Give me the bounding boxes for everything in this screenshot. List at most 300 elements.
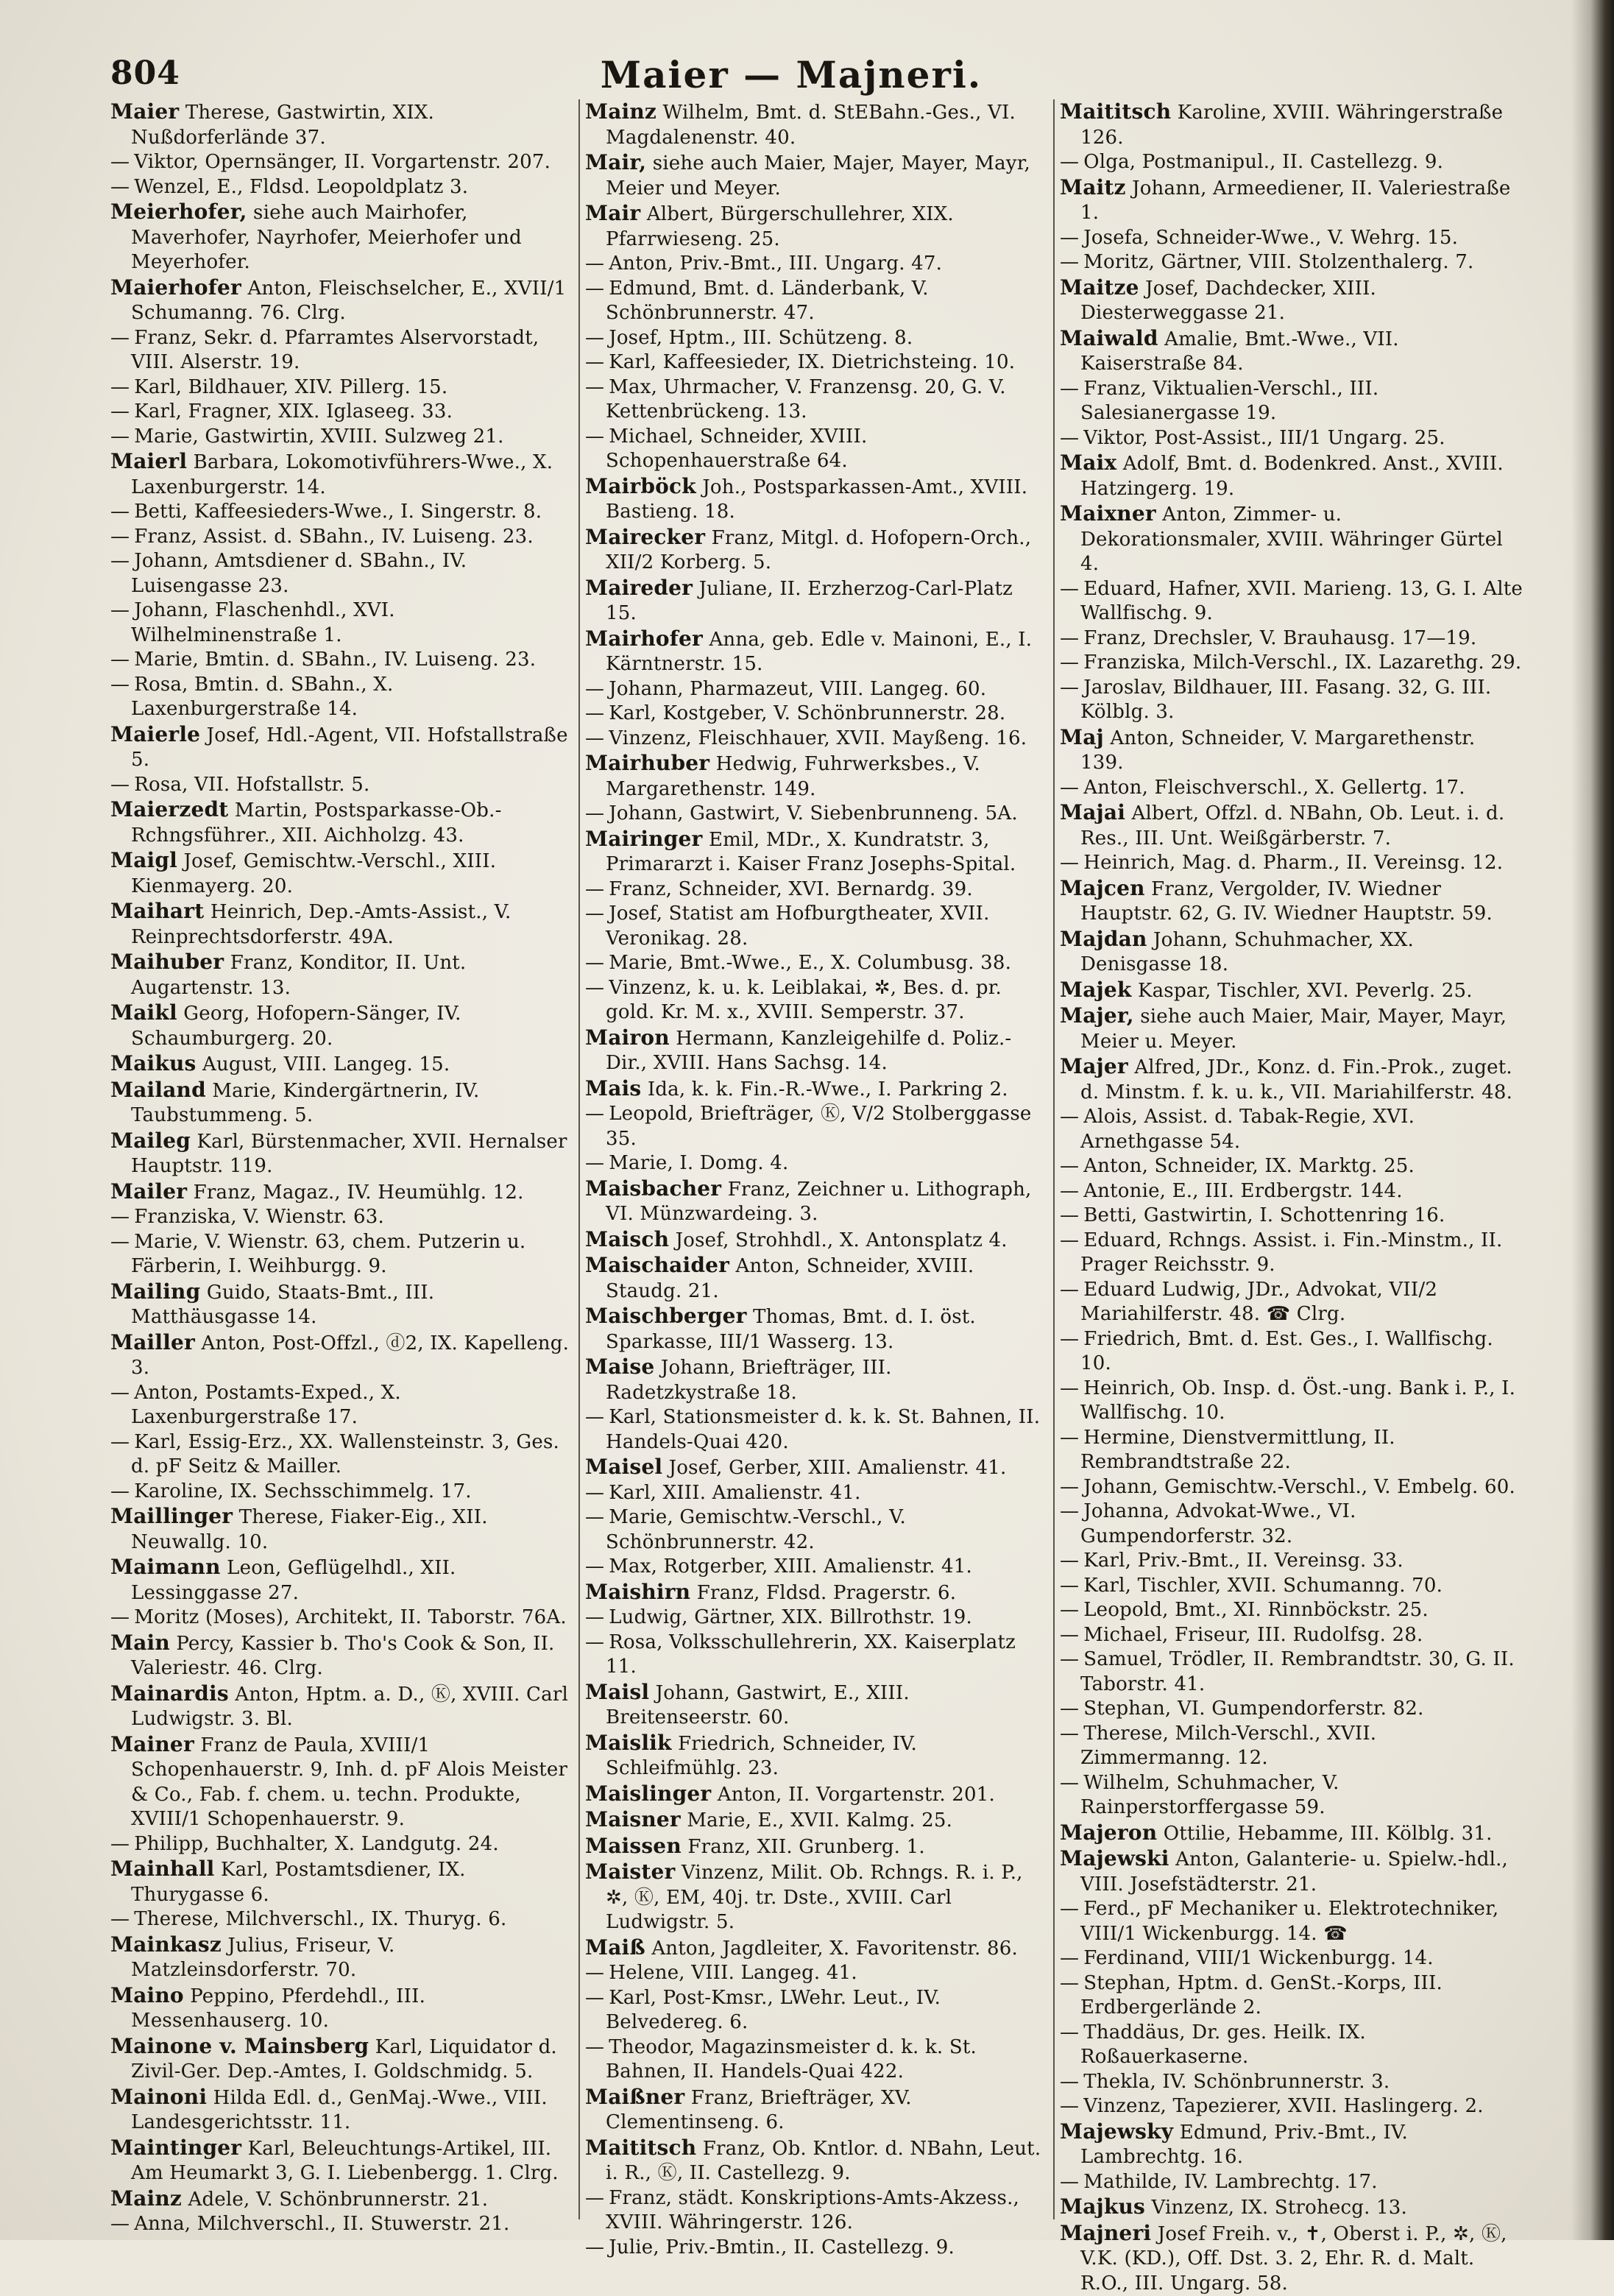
- directory-entry: [585, 1176, 1049, 1227]
- entry-details: Max, Uhrmacher, V. Franzensg. 20, G. V. Kettenbrückeng. 13.: [606, 376, 1006, 423]
- entry-details: Vinzenz, Milit. Ob. Rchngs. R. i. P., ✲, Ⓚ, EM, 40j. tr. Dste., XVIII. Carl Ludwigstr. 5.: [606, 1862, 1023, 1933]
- directory-subentry: [1060, 250, 1523, 275]
- entry-surname: Mainhall: [110, 1857, 215, 1881]
- directory-entry: [585, 1680, 1049, 1731]
- ditto-dash: —: [110, 327, 130, 349]
- directory-entry: [110, 2034, 574, 2085]
- entry-details: Albert, Bürgerschullehrer, XIX. Pfarrwieseng. 25.: [606, 203, 954, 250]
- entry-surname: Majneri: [1060, 2221, 1151, 2245]
- directory-entry: [110, 449, 574, 500]
- entry-surname: Maierhofer: [110, 275, 241, 300]
- entry-surname: Mainoni: [110, 2085, 207, 2109]
- entry-details: Anton, Fleischselcher, E., XVII/1 Schumanng. 76. Clrg.: [131, 278, 566, 325]
- entry-surname: Mailand: [110, 1078, 206, 1102]
- entry-details: Marie, Bmtin. d. SBahn., IV. Luiseng. 23.: [134, 649, 536, 671]
- directory-subentry: [1060, 676, 1523, 725]
- directory-subentry: [1060, 1327, 1523, 1377]
- entry-surname: Mair,: [585, 150, 646, 174]
- directory-subentry: [1060, 1647, 1523, 1697]
- entry-surname: Maix: [1060, 451, 1116, 475]
- directory-entry: [110, 99, 574, 150]
- directory-subentry: [110, 400, 574, 425]
- entry-details: Thekla, IV. Schönbrunnerstr. 3.: [1083, 2071, 1390, 2093]
- directory-subentry: [1060, 1574, 1523, 1599]
- entry-surname: Maiß: [585, 1935, 645, 1960]
- directory-subentry: [110, 326, 574, 375]
- directory-subentry: [110, 773, 574, 798]
- entry-details: Olga, Postmanipul., II. Castellezg. 9.: [1083, 151, 1443, 173]
- directory-subentry: [585, 1986, 1049, 2035]
- entry-surname: Mainone v. Mainsberg: [110, 2034, 369, 2058]
- entry-details: Anton, Schneider, V. Margarethenstr. 139.: [1080, 727, 1475, 774]
- directory-subentry: [585, 350, 1049, 375]
- column-1: [110, 99, 574, 2227]
- entry-details: Julius, Friseur, V. Matzleinsdorferstr. 70.: [131, 1935, 395, 1982]
- entry-details: Amalie, Bmt.-Wwe., VII. Kaiserstraße 84.: [1080, 328, 1399, 375]
- entry-details: Johanna, Advokat-Wwe., VI. Gumpendorferstr. 32.: [1080, 1500, 1356, 1547]
- entry-surname: Maihart: [110, 899, 204, 923]
- entry-surname: Maikl: [110, 1000, 177, 1025]
- ditto-dash: —: [110, 599, 130, 621]
- entry-details: Karl, Fragner, XIX. Iglaseeg. 33.: [134, 400, 453, 423]
- entry-details: Leopold, Bmt., XI. Rinnböckstr. 25.: [1083, 1599, 1429, 1621]
- entry-surname: Maissen: [585, 1834, 682, 1858]
- entry-surname: Mairhuber: [585, 751, 709, 775]
- ditto-dash: —: [585, 425, 604, 448]
- entry-details: Ida, k. k. Fin.-R.-Wwe., I. Parkring 2.: [648, 1078, 1008, 1101]
- entry-details: Johann, Gemischtw.-Verschl., V. Embelg. 60.: [1083, 1476, 1515, 1498]
- entry-surname: Mailer: [110, 1179, 187, 1204]
- directory-entry: [110, 2186, 574, 2213]
- directory-subentry: [1060, 651, 1523, 676]
- directory-entry: [110, 1857, 574, 1907]
- directory-subentry: [585, 2186, 1049, 2236]
- entry-details: Karl, Post-Kmsr., LWehr. Leut., IV. Belvedereg. 6.: [606, 1987, 941, 2034]
- entry-surname: Mairinger: [585, 827, 702, 851]
- column-3: [1060, 99, 1523, 2227]
- entry-details: Karl, Beleuchtungs-Artikel, III. Am Heumarkt 3, G. I. Liebenbergg. 1. Clrg.: [131, 2138, 559, 2185]
- entry-surname: Maino: [110, 1983, 184, 2007]
- entry-surname: Maitz: [1060, 175, 1126, 199]
- entry-details: Vinzenz, k. u. k. Leiblakai, ✲, Bes. d. pr. gold. Kr. M. x., XVIII. Semperstr. 37.: [606, 977, 1002, 1024]
- entry-details: Rosa, Volksschullehrerin, XX. Kaiserplatz 11.: [606, 1631, 1016, 1678]
- directory-subentry: [585, 2236, 1049, 2261]
- directory-entry: [1060, 1003, 1523, 1054]
- ditto-dash: —: [1060, 1723, 1079, 1745]
- ditto-dash: —: [1060, 1947, 1079, 1969]
- entry-details: Viktor, Opernsänger, II. Vorgartenstr. 207.: [134, 151, 551, 173]
- entry-details: Karl, Tischler, XVII. Schumanng. 70.: [1083, 1575, 1443, 1597]
- ditto-dash: —: [585, 1406, 604, 1428]
- entry-surname: Maishirn: [585, 1580, 690, 1604]
- entry-surname: Maireder: [585, 576, 693, 600]
- entry-surname: Maititsch: [1060, 99, 1171, 124]
- entry-surname: Maillinger: [110, 1504, 233, 1528]
- directory-entry: [585, 827, 1049, 877]
- directory-entry: [110, 722, 574, 773]
- directory-subentry: [1060, 1697, 1523, 1722]
- directory-entry: [110, 199, 574, 275]
- ditto-dash: —: [1060, 1772, 1079, 1794]
- entry-details: Marie, Kindergärtnerin, IV. Taubstummeng. 5.: [131, 1080, 479, 1127]
- entry-surname: Mairböck: [585, 474, 696, 498]
- ditto-dash: —: [585, 1152, 604, 1174]
- directory-entry: [1060, 2119, 1523, 2170]
- entry-details: Anton, Priv.-Bmt., III. Ungarg. 47.: [609, 252, 942, 275]
- ditto-dash: —: [585, 327, 604, 349]
- entry-details: Josef Freih. v., ✝, Oberst i. P., ✲, Ⓚ, V.K. (KD.), Off. Dst. 3. 2, Ehr. R. d. Malt. R.O., III. Ungarg. 58.: [1080, 2223, 1507, 2295]
- directory-subentry: [585, 702, 1049, 727]
- entry-details: Vinzenz, Fleischhauer, XVII. Mayßeng. 16.: [609, 727, 1027, 749]
- directory-subentry: [110, 673, 574, 722]
- entry-surname: Maierzedt: [110, 797, 228, 822]
- directory-subentry: [585, 951, 1049, 976]
- entry-details: Ferdinand, VIII/1 Wickenburgg. 14.: [1083, 1947, 1434, 1969]
- entry-details: Mathilde, IV. Lambrechtg. 17.: [1083, 2171, 1378, 2193]
- directory-subentry: [585, 1606, 1049, 1631]
- entry-details: Karl, XIII. Amalienstr. 41.: [609, 1482, 860, 1504]
- ditto-dash: —: [1060, 1624, 1079, 1646]
- directory-entry: [585, 576, 1049, 626]
- entry-details: Samuel, Trödler, II. Rembrandtstr. 30, G. II. Taborstr. 41.: [1080, 1648, 1515, 1695]
- entry-surname: Maißner: [585, 2085, 684, 2109]
- entry-details: siehe auch Maier, Majer, Mayer, Mayr, Meier und Meyer.: [606, 152, 1030, 199]
- directory-entry: [110, 2136, 574, 2186]
- directory-entry: [585, 751, 1049, 802]
- entry-details: Wenzel, E., Fldsd. Leopoldplatz 3.: [134, 176, 468, 198]
- directory-entry: [1060, 2194, 1523, 2221]
- ditto-dash: —: [585, 678, 604, 700]
- column-2: [585, 99, 1049, 2227]
- entry-details: Marie, Gemischtw.-Verschl., V. Schönbrunnerstr. 42.: [606, 1506, 906, 1553]
- entry-details: Franz, Briefträger, XV. Clementinseng. 6.: [606, 2087, 912, 2134]
- entry-details: Anton, Fleischverschl., X. Gellertg. 17.: [1083, 777, 1465, 799]
- entry-surname: Maislinger: [585, 1781, 711, 1806]
- entry-details: Karl, Bürstenmacher, XVII. Hernalser Hauptstr. 119.: [131, 1131, 567, 1178]
- ditto-dash: —: [110, 176, 130, 198]
- entry-details: Karl, Priv.-Bmt., II. Vereinsg. 33.: [1083, 1550, 1404, 1572]
- entry-surname: Majcen: [1060, 876, 1145, 900]
- directory-subentry: [585, 1481, 1049, 1506]
- entry-surname: Mais: [585, 1076, 641, 1101]
- ditto-dash: —: [585, 1631, 604, 1653]
- directory-subentry: [585, 326, 1049, 351]
- directory-subentry: [110, 1832, 574, 1857]
- directory-subentry: [110, 175, 574, 200]
- ditto-dash: —: [110, 501, 130, 523]
- directory-subentry: [585, 375, 1049, 425]
- directory-subentry: [1060, 1377, 1523, 1426]
- entry-details: Leopold, Briefträger, Ⓚ, V/2 Stolberggasse 35.: [606, 1103, 1031, 1150]
- directory-subentry: [585, 802, 1049, 827]
- entry-details: Percy, Kassier b. Tho's Cook & Son, II. Valeriestr. 46. Clrg.: [131, 1633, 555, 1680]
- entry-details: Albert, Offzl. d. NBahn, Ob. Leut. i. d. Res., III. Unt. Weißgärberstr. 7.: [1080, 802, 1504, 849]
- ditto-dash: —: [1060, 1377, 1079, 1399]
- entry-details: Franz, Vergolder, IV. Wiedner Hauptstr. 62, G. IV. Wiedner Hauptstr. 59.: [1080, 878, 1493, 925]
- entry-details: Antonie, E., III. Erdbergstr. 144.: [1083, 1180, 1402, 1202]
- ditto-dash: —: [1060, 1648, 1079, 1670]
- entry-surname: Mairon: [585, 1025, 670, 1050]
- ditto-dash: —: [110, 1833, 130, 1855]
- entry-details: Franz, Viktualien-Verschl., III. Salesianergasse 19.: [1080, 378, 1378, 425]
- directory-subentry: [585, 976, 1049, 1025]
- directory-subentry: [110, 648, 574, 673]
- entry-details: Eduard, Rchngs. Assist. i. Fin.-Minstm., II. Prager Reichsstr. 9.: [1080, 1229, 1502, 1276]
- ditto-dash: —: [1060, 251, 1079, 273]
- entry-details: Johann, Briefträger, III. Radetzkystraße 18.: [606, 1357, 892, 1404]
- entry-details: Anton, Galanterie- u. Spielw.-hdl., VIII. Josefstädterstr. 21.: [1080, 1848, 1508, 1896]
- directory-entry: [110, 1279, 574, 1330]
- directory-subentry: [585, 1961, 1049, 1986]
- entry-details: siehe auch Maier, Mair, Mayer, Mayr, Meier u. Meyer.: [1080, 1006, 1507, 1053]
- entry-details: Thaddäus, Dr. ges. Heilk. IX. Roßauerkaserne.: [1080, 2021, 1366, 2069]
- directory-subentry: [1060, 1771, 1523, 1820]
- entry-details: Anton, Schneider, IX. Marktg. 25.: [1083, 1155, 1415, 1177]
- ditto-dash: —: [110, 649, 130, 671]
- directory-entry: [585, 1580, 1049, 1606]
- entry-details: Karoline, IX. Sechsschimmelg. 17.: [134, 1480, 472, 1502]
- ditto-dash: —: [585, 252, 604, 275]
- entry-details: Juliane, II. Erzherzog-Carl-Platz 15.: [606, 578, 1013, 625]
- ditto-dash: —: [585, 2036, 604, 2058]
- directory-subentry: [1060, 1179, 1523, 1204]
- directory-entry: [1060, 451, 1523, 501]
- page-title: Maier — Majneri.: [0, 53, 1582, 96]
- directory-entry: [585, 1935, 1049, 1962]
- directory-subentry: [110, 549, 574, 598]
- entry-surname: Maintinger: [110, 2136, 241, 2160]
- directory-subentry: [1060, 1549, 1523, 1574]
- directory-entry: [1060, 876, 1523, 927]
- ditto-dash: —: [1060, 1698, 1079, 1720]
- entry-details: Franz, Konditor, II. Unt. Augartenstr. 13.: [131, 952, 466, 999]
- directory-subentry: [1060, 1426, 1523, 1475]
- entry-surname: Maihuber: [110, 950, 224, 974]
- ditto-dash: —: [110, 1908, 130, 1930]
- directory-subentry: [585, 1631, 1049, 1680]
- entry-surname: Maileg: [110, 1128, 191, 1153]
- ditto-dash: —: [1060, 777, 1079, 799]
- entry-details: Franziska, Milch-Verschl., IX. Lazarethg. 29.: [1083, 651, 1521, 674]
- ditto-dash: —: [585, 351, 604, 373]
- entry-details: Johann, Gastwirt, V. Siebenbrunneng. 5A.: [609, 802, 1018, 824]
- ditto-dash: —: [1060, 427, 1079, 449]
- ditto-dash: —: [585, 1555, 604, 1578]
- ditto-dash: —: [585, 977, 604, 999]
- entry-details: Guido, Staats-Bmt., III. Matthäusgasse 14.: [131, 1282, 434, 1329]
- directory-subentry: [585, 1555, 1049, 1580]
- directory-entry: [110, 950, 574, 1000]
- directory-entry: [585, 1781, 1049, 1808]
- entry-details: Adolf, Bmt. d. Bodenkred. Anst., XVIII. Hatzingerg. 19.: [1080, 453, 1504, 500]
- entry-surname: Maitze: [1060, 275, 1139, 300]
- ditto-dash: —: [110, 1382, 130, 1404]
- entry-details: Johann, Amtsdiener d. SBahn., IV. Luisengasse 23.: [131, 550, 467, 597]
- entry-details: Friedrich, Schneider, IV. Schleifmühlg. 23.: [606, 1733, 917, 1780]
- entry-details: Karl, Kostgeber, V. Schönbrunnerstr. 28.: [609, 702, 1005, 724]
- ditto-dash: —: [1060, 1476, 1079, 1498]
- directory-entry: [1060, 725, 1523, 776]
- entry-details: Josef, Statist am Hofburgtheater, XVII. Veronikag. 28.: [606, 902, 990, 950]
- directory-entry: [1060, 800, 1523, 851]
- entry-surname: Mailler: [110, 1330, 195, 1354]
- ditto-dash: —: [1060, 1575, 1079, 1597]
- entry-details: Theodor, Magazinsmeister d. k. k. St. Bahnen, II. Handels-Quai 422.: [606, 2036, 977, 2083]
- ditto-dash: —: [1060, 1427, 1079, 1449]
- ditto-dash: —: [1060, 1155, 1079, 1177]
- entry-details: Moritz (Moses), Architekt, II. Taborstr. 76A.: [134, 1606, 567, 1628]
- directory-entry: [585, 99, 1049, 150]
- directory-subentry: [1060, 226, 1523, 251]
- directory-subentry: [1060, 1623, 1523, 1648]
- entry-details: Heinrich, Mag. d. Pharm., II. Vereinsg. 12.: [1083, 852, 1503, 874]
- ditto-dash: —: [1060, 151, 1079, 173]
- ditto-dash: —: [1060, 852, 1079, 874]
- directory-entry: [585, 1253, 1049, 1304]
- directory-entry: [110, 1932, 574, 1983]
- entry-surname: Maiwald: [1060, 326, 1158, 350]
- entry-details: Rosa, VII. Hofstallstr. 5.: [134, 774, 369, 796]
- directory-entry: [1060, 1054, 1523, 1105]
- entry-details: Emil, MDr., X. Kundratstr. 3, Primararzt i. Kaiser Franz Josephs-Spital.: [606, 829, 1016, 876]
- entry-details: Karl, Liquidator d. Zivil-Ger. Dep.-Amtes, I. Goldschmidg. 5.: [131, 2036, 557, 2083]
- ditto-dash: —: [1060, 1599, 1079, 1621]
- directory-subentry: [1060, 150, 1523, 175]
- ditto-dash: —: [1060, 2171, 1079, 2193]
- entry-details: Marie, Bmt.-Wwe., E., X. Columbusg. 38.: [609, 952, 1011, 974]
- entry-details: Anton, Jagdleiter, X. Favoritenstr. 86.: [651, 1938, 1018, 1960]
- directory-entry: [585, 1304, 1049, 1354]
- entry-details: Stephan, VI. Gumpendorferstr. 82.: [1083, 1698, 1423, 1720]
- entry-surname: Maikus: [110, 1051, 197, 1075]
- entry-details: Philipp, Buchhalter, X. Landgutg. 24.: [134, 1833, 499, 1855]
- directory-subentry: [585, 1505, 1049, 1555]
- directory-entry: [1060, 175, 1523, 226]
- column-divider: [578, 99, 580, 2219]
- directory-entry: [110, 1681, 574, 1732]
- directory-subentry: [1060, 1475, 1523, 1500]
- ditto-dash: —: [110, 526, 130, 548]
- ditto-dash: —: [110, 151, 130, 173]
- entry-details: Anton, II. Vorgartenstr. 201.: [718, 1784, 995, 1806]
- entry-details: Franz, Drechsler, V. Brauhausg. 17—19.: [1083, 627, 1476, 649]
- directory-entry: [1060, 99, 1523, 150]
- ditto-dash: —: [1060, 677, 1079, 699]
- ditto-dash: —: [585, 1103, 604, 1125]
- entry-details: Marie, I. Domg. 4.: [609, 1152, 788, 1174]
- entry-details: Betti, Kaffeesieders-Wwe., I. Singerstr. 8.: [134, 501, 542, 523]
- entry-details: Franz, Assist. d. SBahn., IV. Luiseng. 23.: [134, 526, 534, 548]
- directory-subentry: [1060, 577, 1523, 626]
- entry-details: Karl, Stationsmeister d. k. k. St. Bahnen, II. Handels-Quai 420.: [606, 1406, 1040, 1453]
- directory-entry: [585, 2136, 1049, 2186]
- ditto-dash: —: [1060, 1229, 1079, 1251]
- entry-details: Leon, Geflügelhdl., XII. Lessinggasse 27.: [131, 1557, 456, 1604]
- directory-entry: [110, 2085, 574, 2136]
- directory-entry: [585, 525, 1049, 576]
- directory-subentry: [110, 1205, 574, 1230]
- entry-surname: Majai: [1060, 800, 1125, 824]
- entry-details: Johann, Schuhmacher, XX. Denisgasse 18.: [1080, 929, 1414, 976]
- entry-details: Kaspar, Tischler, XVI. Peverlg. 25.: [1138, 980, 1473, 1002]
- directory-entry: [585, 1227, 1049, 1254]
- entry-details: Eduard, Hafner, XVII. Marieng. 13, G. I. Alte Wallfischg. 9.: [1080, 578, 1523, 625]
- ditto-dash: —: [1060, 1204, 1079, 1226]
- entry-details: August, VIII. Langeg. 15.: [202, 1053, 450, 1075]
- directory-columns: [110, 99, 1553, 2227]
- directory-entry: [110, 1179, 574, 1206]
- directory-entry: [585, 1455, 1049, 1481]
- directory-subentry: [110, 150, 574, 175]
- entry-details: Edmund, Bmt. d. Länderbank, V. Schönbrunnerstr. 47.: [606, 278, 929, 325]
- entry-details: Anton, Hptm. a. D., Ⓚ, XVIII. Carl Ludwigstr. 3. Bl.: [131, 1684, 568, 1731]
- directory-entry: [110, 1555, 574, 1606]
- entry-surname: Mailing: [110, 1279, 200, 1304]
- column-divider: [1053, 99, 1055, 2219]
- entry-surname: Maister: [585, 1859, 675, 1884]
- directory-entry: [110, 899, 574, 950]
- ditto-dash: —: [585, 902, 604, 925]
- directory-subentry: [110, 598, 574, 648]
- entry-surname: Mainardis: [110, 1681, 229, 1706]
- ditto-dash: —: [110, 1431, 130, 1453]
- directory-subentry: [110, 525, 574, 550]
- entry-details: Franz, Sekr. d. Pfarramtes Alservorstadt, VIII. Alserstr. 19.: [131, 327, 539, 374]
- entry-details: Michael, Schneider, XVIII. Schopenhauerstraße 64.: [606, 425, 867, 473]
- entry-surname: Majek: [1060, 978, 1131, 1002]
- entry-details: Heinrich, Ob. Insp. d. Öst.-ung. Bank i. P., I. Wallfischg. 10.: [1080, 1377, 1515, 1424]
- entry-surname: Maisel: [585, 1455, 662, 1479]
- directory-entry: [110, 1078, 574, 1128]
- entry-details: Anton, Post-Offzl., ⓓ2, IX. Kapelleng. 3.: [131, 1332, 569, 1380]
- entry-surname: Mairhofer: [585, 626, 703, 651]
- directory-entry: [585, 201, 1049, 252]
- directory-subentry: [585, 727, 1049, 752]
- entry-details: Johann, Pharmazeut, VIII. Langeg. 60.: [609, 678, 986, 700]
- ditto-dash: —: [110, 774, 130, 796]
- entry-details: Therese, Milchverschl., IX. Thuryg. 6.: [134, 1908, 506, 1930]
- ditto-dash: —: [585, 2236, 604, 2258]
- directory-subentry: [585, 677, 1049, 702]
- entry-details: Georg, Hofopern-Sänger, IV. Schaumburgerg. 20.: [131, 1003, 461, 1050]
- entry-details: Alois, Assist. d. Tabak-Regie, XVI. Arnethgasse 54.: [1080, 1106, 1415, 1153]
- entry-details: Franz, städt. Konskriptions-Amts-Akzess., XVIII. Währingerstr. 126.: [606, 2187, 1019, 2234]
- ditto-dash: —: [585, 2187, 604, 2209]
- ditto-dash: —: [1060, 1972, 1079, 1994]
- directory-entry: [585, 1731, 1049, 1781]
- directory-subentry: [585, 902, 1049, 951]
- ditto-dash: —: [585, 1962, 604, 1984]
- entry-details: Adele, V. Schönbrunnerstr. 21.: [188, 2189, 489, 2211]
- entry-details: Therese, Gastwirtin, XIX. Nußdorferlände 37.: [131, 102, 434, 149]
- directory-entry: [1060, 501, 1523, 577]
- entry-details: Josef, Gerber, XIII. Amalienstr. 41.: [669, 1457, 1007, 1479]
- directory-subentry: [1060, 2070, 1523, 2095]
- page-number: 804: [110, 54, 180, 92]
- directory-subentry: [1060, 1229, 1523, 1278]
- directory-entry: [110, 797, 574, 848]
- ditto-dash: —: [110, 376, 130, 398]
- directory-entry: [1060, 1820, 1523, 1847]
- directory-subentry: [1060, 1598, 1523, 1623]
- directory-subentry: [585, 1102, 1049, 1151]
- ditto-dash: —: [1060, 1106, 1079, 1128]
- ditto-dash: —: [1060, 1550, 1079, 1572]
- entry-details: Stephan, Hptm. d. GenSt.-Korps, III. Erdbergerlände 2.: [1080, 1972, 1443, 2019]
- entry-surname: Mainkasz: [110, 1932, 222, 1957]
- directory-subentry: [110, 375, 574, 400]
- entry-surname: Maierle: [110, 722, 200, 746]
